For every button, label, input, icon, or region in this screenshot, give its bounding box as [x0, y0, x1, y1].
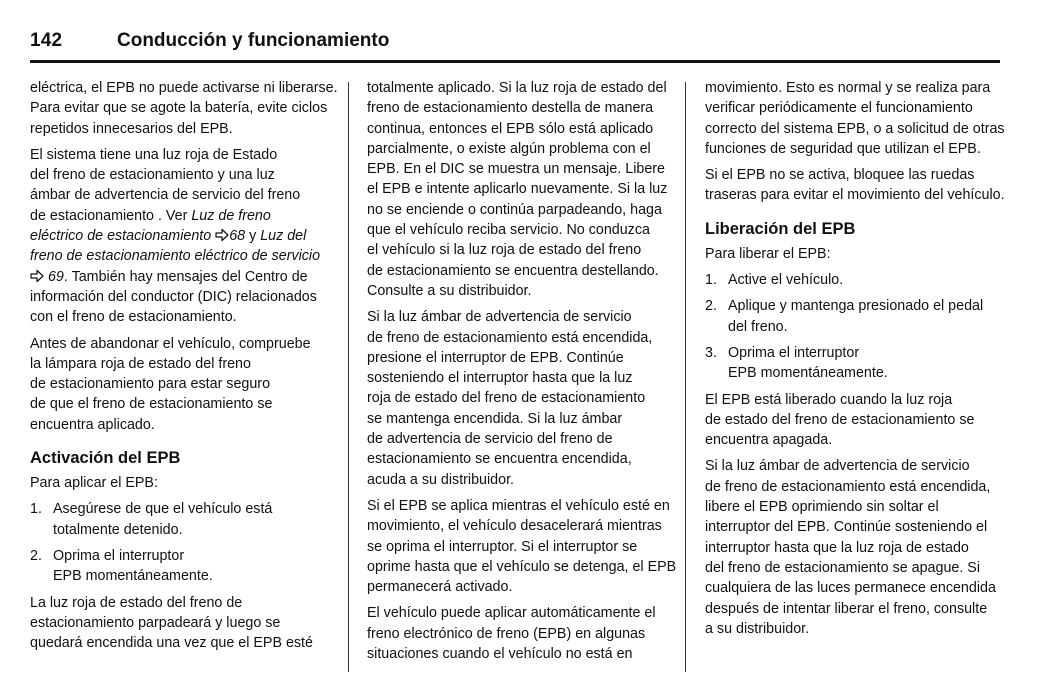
column-divider-2 — [685, 82, 686, 672]
paragraph: totalmente aplicado. Si la luz roja de estado del freno de estacionamiento destella de manera continua, entonces el EPB sólo está aplicado parcialmente, o existe algún problema con el EPB. En el DIC se muestra un mensaje. Libere el EPB e intente aplicarlo nuevamente. Si la luz no se enciende o continúa parpadeando, haga que el vehículo reciba servicio. No conduzca el vehículo si la luz roja de estado del freno de estacionamiento se encuentra destellando. Consulte a su distribuidor. — [367, 80, 668, 299]
paragraph: El sistema tiene una luz roja de Estado del freno de estacionamiento y una luz ámbar de advertencia de servicio del freno de estacionamiento . Ver Luz de freno eléctrico de estacionamiento 68 y Luz del freno de estacionamiento eléctrico de servicio 69. También hay mensajes del Centro de información del conductor (DIC) relacionados con el freno de estacionamiento. — [30, 145, 335, 328]
column-2 — [367, 78, 677, 670]
paragraph: Si el EPB no se activa, bloquee las ruedas traseras para evitar el movimiento del vehículo. — [705, 167, 1005, 204]
cross-reference-link[interactable]: eléctrico de estacionamiento — [30, 228, 212, 245]
paragraph: El EPB está liberado cuando la luz roja de estado del freno de estacionamiento se encuentra apagada. — [705, 391, 975, 449]
step-number: 1. — [705, 272, 717, 289]
cross-reference-link[interactable]: Luz de freno — [191, 207, 271, 224]
section-heading: Activación del EPB — [30, 449, 181, 468]
list-item: 1. Asegúrese de que el vehículo está totalmente detenido. — [30, 501, 273, 538]
paragraph: eléctrica, el EPB no puede activarse ni liberarse. Para evitar que se agote la batería, evite ciclos repetidos innecesarios del EPB. — [30, 80, 338, 137]
paragraph: Si el EPB se aplica mientras el vehículo esté en movimiento, el vehículo desacelerará mientras se oprima el interruptor. Si el interruptor se oprime hasta que el vehículo se detenga, el EPB permanecerá activado. — [367, 497, 677, 596]
intro-text: Para liberar el EPB: — [705, 245, 831, 262]
chapter-title: Conducción y funcionamiento — [117, 30, 390, 51]
paragraph: Si la luz ámbar de advertencia de servicio de freno de estacionamiento está encendida, presione el interruptor de EPB. Continúe sosteniendo el interruptor hasta que la luz roja de estado del freno de estacionamiento se mantenga encendida. Si la luz ámbar de advertencia de servicio del freno de estacionamiento se encuentra encendida, acuda a su distribuidor. — [367, 309, 653, 488]
intro-text: Para aplicar el EPB: — [30, 475, 158, 492]
cross-reference-link[interactable]: freno de estacionamiento eléctrico de servicio — [30, 248, 321, 265]
page-number: 142 — [30, 30, 63, 51]
step-number: 3. — [705, 344, 717, 361]
column-divider-1 — [348, 82, 349, 672]
list-item: 2. Oprima el interruptor EPB momentáneamente. — [30, 547, 213, 585]
page-reference[interactable]: 68 — [229, 228, 246, 245]
cross-reference-link[interactable]: Luz del — [260, 228, 307, 245]
paragraph: El vehículo puede aplicar automáticamente el freno electrónico de freno (EPB) en algunas situaciones cuando el vehículo no está en — [367, 605, 656, 663]
list-item: 3. Oprima el interruptor EPB momentáneamente. — [705, 344, 888, 382]
page-reference-arrow-icon — [30, 269, 44, 283]
header-rule — [30, 60, 1000, 63]
list-item: 1. Active el vehículo. — [705, 270, 1003, 290]
column-3 — [705, 78, 1003, 645]
section-heading: Liberación del EPB — [705, 219, 856, 238]
paragraph: Si la luz ámbar de advertencia de servicio de freno de estacionamiento está encendida, libere el EPB oprimiendo sin soltar el interruptor del EPB. Continúe sosteniendo el interruptor hasta que la luz roja de estado del freno de estacionamiento se apague. Si cualquiera de las luces permanece encendida después de intentar liberar el freno, consulte a su distribuidor. — [705, 458, 996, 637]
step-number: 1. — [30, 501, 42, 518]
paragraph: movimiento. Esto es normal y se realiza para verificar periódicamente el funcionamiento correcto del sistema EPB, o a solicitud de otras funciones de seguridad que utilizan el EPB. — [705, 80, 1005, 157]
page-reference[interactable]: 69 — [47, 268, 64, 285]
list-item: 2. Aplique y mantenga presionado el pedal del freno. — [705, 298, 984, 335]
paragraph: Antes de abandonar el vehículo, compruebe la lámpara roja de estado del freno de estacionamiento para estar seguro de que el freno de estacionamiento se encuentra aplicado. — [30, 335, 311, 433]
paragraph: La luz roja de estado del freno de estacionamiento parpadeará y luego se quedará encendida una vez que el EPB esté — [30, 594, 313, 652]
step-number: 2. — [705, 298, 717, 315]
page-reference-arrow-icon — [215, 228, 229, 242]
column-1 — [30, 78, 338, 659]
step-number: 2. — [30, 547, 42, 564]
